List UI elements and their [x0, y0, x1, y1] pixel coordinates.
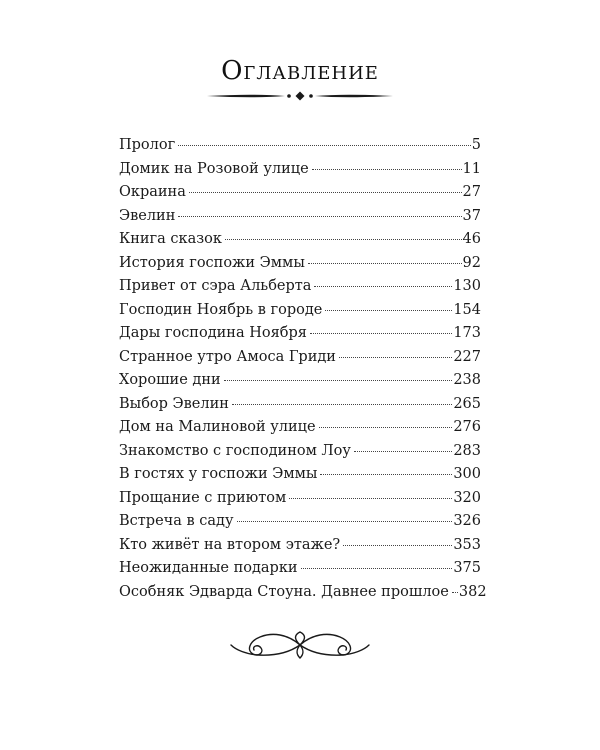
dot-leader [301, 568, 453, 569]
toc-entry-title: Домик на Розовой улице [119, 160, 309, 177]
toc-entry [119, 299, 481, 323]
toc-entry [119, 322, 481, 346]
toc-entry-page-number: 353 [453, 536, 481, 553]
toc-entry-page-number: 37 [462, 207, 481, 224]
toc-entry [119, 393, 481, 417]
toc-entry-title: Хорошие дни [119, 372, 221, 388]
toc-entry-page-number: 265 [453, 395, 481, 412]
scroll-flourish-icon [228, 628, 372, 662]
dot-leader [343, 545, 452, 546]
toc-entry-page-number: 130 [453, 278, 481, 294]
toc-entry-page-number: 326 [453, 513, 481, 529]
toc-entry [119, 205, 481, 229]
toc-entry [119, 416, 481, 440]
page-title: Оглавление [221, 56, 379, 86]
toc-entry-page-number: 5 [471, 137, 481, 153]
toc-entry-page-number: 382 [458, 583, 487, 600]
toc-entry-title: Привет от сэра Альберта [119, 278, 312, 294]
toc-entry-page-number: 375 [453, 560, 481, 576]
toc-entry-title: Странное утро Амоса Гриди [119, 348, 336, 365]
toc-entry [119, 487, 481, 511]
toc-entry-title: Эвелин [119, 207, 176, 224]
toc-entry [119, 510, 481, 534]
dot-leader [289, 498, 452, 499]
toc-entry [119, 440, 481, 464]
dot-leader [312, 169, 462, 170]
toc-entry [119, 228, 481, 252]
toc-entry [119, 463, 481, 487]
toc-entry-page-number: 46 [462, 231, 481, 247]
toc-entry-page-number: 11 [462, 160, 481, 177]
toc-entry-title: Окраина [119, 184, 186, 200]
dot-leader [178, 145, 471, 146]
toc-entry-title: Кто живёт на втором этаже? [119, 536, 341, 553]
toc-entry-title: Встреча в саду [119, 513, 234, 529]
table-of-contents [119, 134, 487, 604]
toc-entry-page-number: 92 [462, 254, 481, 271]
toc-entry-title: Выбор Эвелин [119, 395, 229, 412]
dot-leader [308, 263, 462, 264]
toc-entry [119, 534, 481, 558]
toc-entry-page-number: 283 [453, 442, 481, 459]
dot-leader [319, 427, 453, 428]
toc-entry-title: Пролог [119, 137, 176, 153]
dot-leader [232, 404, 452, 405]
toc-entry-page-number: 238 [453, 372, 481, 388]
toc-entry-title: Неожиданные подарки [119, 560, 298, 576]
toc-entry [119, 275, 481, 299]
flourish-divider-icon [205, 90, 395, 102]
dot-leader [189, 192, 462, 193]
toc-entry [119, 158, 481, 182]
toc-entry-title: Дары господина Ноября [119, 325, 307, 341]
dot-leader [225, 239, 462, 240]
toc-entry [119, 369, 481, 393]
toc-entry-page-number: 276 [453, 419, 481, 435]
toc-entry-title: Прощание с приютом [119, 489, 287, 506]
toc-entry-page-number: 154 [453, 301, 481, 318]
toc-entry [119, 134, 481, 158]
toc-entry-page-number: 173 [453, 325, 481, 341]
toc-entry-title: Особняк Эдварда Стоуна. Давнее прошлое [119, 583, 449, 600]
dot-leader [314, 286, 452, 287]
dot-leader [339, 357, 452, 358]
toc-entry [119, 346, 481, 370]
dot-leader [325, 310, 452, 311]
toc-entry [119, 581, 487, 605]
toc-entry-title: Книга сказок [119, 231, 222, 247]
toc-entry-page-number: 320 [453, 489, 481, 506]
dot-leader [320, 474, 452, 475]
dot-leader [237, 521, 453, 522]
toc-entry-page-number: 300 [453, 466, 481, 482]
toc-entry-title: История госпожи Эммы [119, 254, 305, 271]
toc-entry-page-number: 27 [462, 184, 481, 200]
toc-entry-page-number: 227 [453, 348, 481, 365]
dot-leader [178, 216, 461, 217]
toc-entry-title: Дом на Малиновой улице [119, 419, 316, 435]
toc-entry-title: Знакомство с господином Лоу [119, 442, 351, 459]
dot-leader [452, 592, 458, 593]
toc-entry [119, 557, 481, 581]
toc-entry [119, 181, 481, 205]
toc-entry-title: Господин Ноябрь в городе [119, 301, 323, 318]
dot-leader [354, 451, 452, 452]
toc-entry [119, 252, 481, 276]
dot-leader [310, 333, 452, 334]
toc-entry-title: В гостях у госпожи Эммы [119, 466, 318, 482]
dot-leader [224, 380, 453, 381]
